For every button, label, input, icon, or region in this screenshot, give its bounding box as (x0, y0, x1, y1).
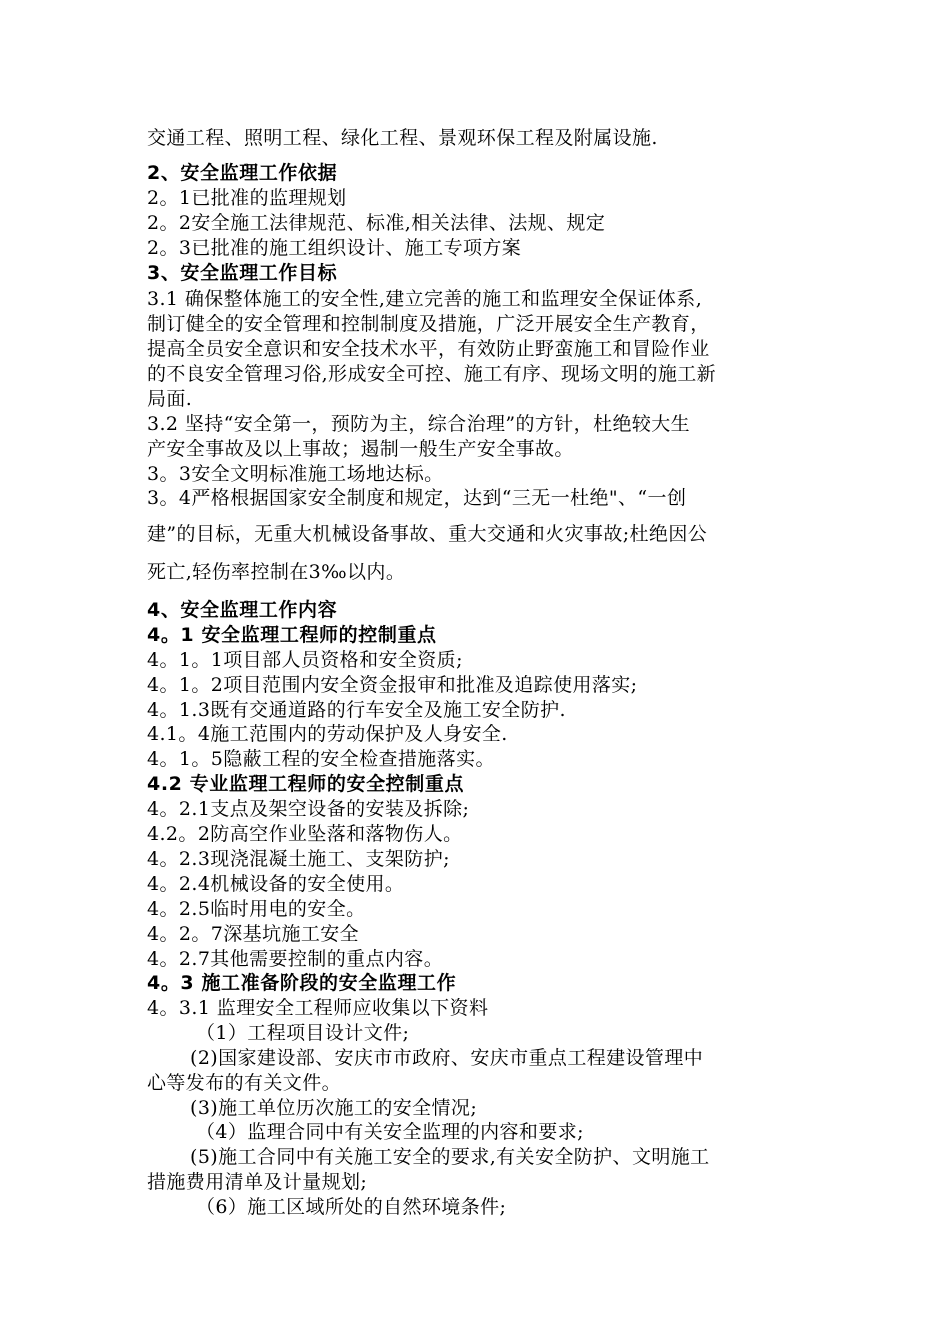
subsection-heading: 4。3 施工准备阶段的安全监理工作 (147, 972, 457, 994)
subsection-heading: 4.2 专业监理工程师的安全控制重点 (147, 773, 465, 795)
text-line: 3。3安全文明标准施工场地达标。 (147, 463, 444, 485)
text-line: 4。2.5临时用电的安全。 (147, 898, 366, 920)
list-item: (3)施工单位历次施工的安全情况; (190, 1097, 478, 1119)
text-line: 3.1 确保整体施工的安全性,建立完善的施工和监理安全保证体系, (147, 288, 703, 310)
text-line: 局面. (147, 388, 193, 410)
text-line: 4.2。2防高空作业坠落和落物伤人。 (147, 823, 463, 845)
text-line: 交通工程、照明工程、绿化工程、景观环保工程及附属设施. (147, 127, 658, 149)
text-line: 4。2.1支点及架空设备的安装及拆除; (147, 798, 470, 820)
text-line: 4。3.1 监理安全工程师应收集以下资料 (147, 997, 489, 1019)
text-line: 4。1。5隐蔽工程的安全检查措施落实。 (147, 748, 495, 770)
text-line: 3.2 坚持“安全第一，预防为主，综合治理”的方针，杜绝较大生 (147, 413, 691, 435)
text-line: 2。1已批准的监理规划 (147, 187, 347, 209)
text-line: 措施费用清单及计量规划; (147, 1171, 368, 1193)
text-line: 4。1。1项目部人员资格和安全资质; (147, 649, 463, 671)
text-line: 4。1.3既有交通道路的行车安全及施工安全防护. (147, 699, 566, 721)
list-item: （4）监理合同中有关安全监理的内容和要求; (196, 1121, 584, 1143)
list-item: (2)国家建设部、安庆市市政府、安庆市重点工程建设管理中 (190, 1047, 704, 1069)
text-line: 的不良安全管理习俗,形成安全可控、施工有序、现场文明的施工新 (147, 363, 717, 385)
text-line: 心等发布的有关文件。 (147, 1072, 342, 1094)
text-line: 4。2.4机械设备的安全使用。 (147, 873, 405, 895)
text-line: 产安全事故及以上事故；遏制一般生产安全事故。 (147, 438, 574, 460)
text-line: 4。2.7其他需要控制的重点内容。 (147, 948, 444, 970)
subsection-heading: 4。1 安全监理工程师的控制重点 (147, 624, 437, 646)
text-line: 4。2。7深基坑施工安全 (147, 923, 360, 945)
text-line: 4.1。4施工范围内的劳动保护及人身安全. (147, 723, 508, 745)
section-heading: 3、安全监理工作目标 (147, 262, 338, 284)
text-line: 3。4严格根据国家安全制度和规定，达到“三无一杜绝"、“一创 (147, 487, 687, 509)
text-line: 死亡,轻伤率控制在3‰以内。 (147, 561, 406, 583)
text-line: 建”的目标，无重大机械设备事故、重大交通和火灾事故;杜绝因公 (147, 523, 708, 545)
section-heading: 2、安全监理工作依据 (147, 162, 338, 184)
text-line: 2。3已批准的施工组织设计、施工专项方案 (147, 237, 522, 259)
text-line: 提高全员安全意识和安全技术水平，有效防止野蛮施工和冒险作业 (147, 338, 710, 360)
text-line: 制订健全的安全管理和控制制度及措施，广泛开展安全生产教育， (147, 313, 710, 335)
text-line: 2。2安全施工法律规范、标准,相关法律、法规、规定 (147, 212, 606, 234)
text-line: 4。2.3现浇混凝土施工、支架防护; (147, 848, 450, 870)
list-item: （1）工程项目设计文件; (196, 1022, 410, 1044)
list-item: (5)施工合同中有关施工安全的要求,有关安全防护、文明施工 (190, 1146, 710, 1168)
list-item: （6）施工区域所处的自然环境条件; (196, 1196, 507, 1218)
text-line: 4。1。2项目范围内安全资金报审和批准及追踪使用落实; (147, 674, 638, 696)
section-heading: 4、安全监理工作内容 (147, 599, 338, 621)
